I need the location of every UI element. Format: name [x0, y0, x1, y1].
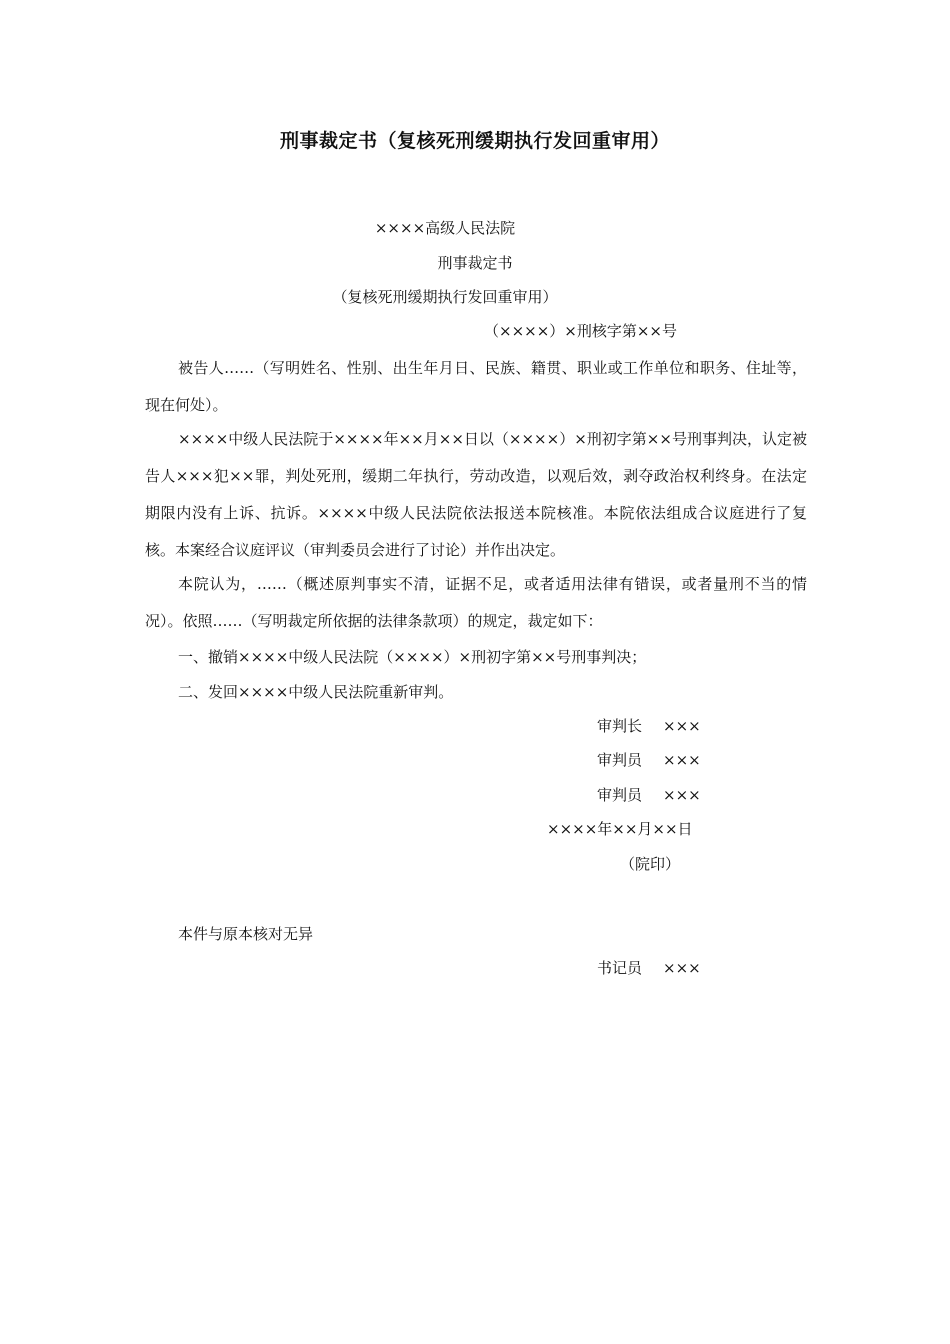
document-type: 刑事裁定书	[437, 254, 513, 272]
court-name: ××××高级人民法院	[374, 219, 516, 237]
signature-role: 审判员	[597, 786, 643, 804]
signature-name: ×××	[663, 959, 701, 977]
signature-name: ×××	[663, 786, 701, 804]
court-seal: （院印）	[620, 855, 681, 873]
ruling-date: ××××年××月××日	[547, 820, 693, 838]
signature-role: 书记员	[597, 959, 643, 977]
signature-judge-2	[597, 785, 701, 805]
ruling-item-1: 一、撤销××××中级人民法院（××××）×刑初字第××号刑事判决；	[178, 648, 647, 666]
defendant-paragraph: 被告人……（写明姓名、性别、出生年月日、民族、籍贯、职业或工作单位和职务、住址等，现在何处）。	[145, 359, 807, 414]
ruling-item-2: 二、发回××××中级人民法院重新审判。	[178, 683, 454, 701]
signature-name: ×××	[663, 751, 701, 769]
signature-name: ×××	[663, 717, 701, 735]
document-title: 刑事裁定书（复核死刑缓期执行发回重审用）	[279, 130, 670, 152]
signature-presiding-judge	[597, 716, 701, 736]
verification-note: 本件与原本核对无异	[178, 925, 314, 943]
document-subtype: （复核死刑缓期执行发回重审用）	[332, 288, 558, 306]
case-number: （××××）×刑核字第××号	[484, 322, 677, 340]
case-history-paragraph: ××××中级人民法院于××××年××月××日以（××××）×刑初字第××号刑事判决，认定被告人×××犯××罪，判处死刑，缓期二年执行，劳动改造，以观后效，剥夺政治权利终身。在法定期限内没有上诉、抗诉。××××中级人民法院依法报送本院核准。本院依法组成合议庭进行了复核。本案经合议庭评议（审判委员会进行了讨论）并作出决定。	[145, 430, 807, 559]
signature-role: 审判长	[597, 717, 643, 735]
signature-judge-1	[597, 750, 701, 770]
signature-role: 审判员	[597, 751, 643, 769]
court-opinion-paragraph: 本院认为，……（概述原判事实不清，证据不足，或者适用法律有错误，或者量刑不当的情况）。依照……（写明裁定所依据的法律条款项）的规定，裁定如下：	[145, 575, 807, 630]
signature-clerk	[597, 958, 701, 978]
